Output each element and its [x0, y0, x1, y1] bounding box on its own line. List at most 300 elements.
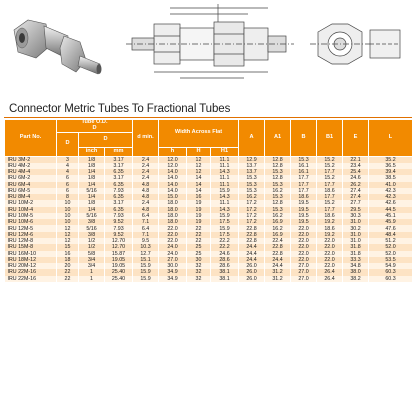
cell-inch: 5/16 — [79, 213, 105, 219]
cell-part-no: IRU 12M-6 — [5, 232, 57, 238]
cell-l: 42.6 — [369, 200, 413, 206]
cell-d-min: 7.1 — [133, 232, 159, 238]
cell-h-small: 34.9 — [159, 269, 187, 275]
cell-h-large: 12 — [187, 169, 211, 175]
cell-part-no: IRU 12M-8 — [5, 238, 57, 244]
cell-part-no: IRU 20M-12 — [5, 263, 57, 269]
cell-tube-od-d: 12 — [57, 225, 79, 231]
cell-part-no: IRU 6M-2 — [5, 175, 57, 181]
cell-l: 54.9 — [369, 263, 413, 269]
cell-l: 35.2 — [369, 156, 413, 163]
cell-h-large: 32 — [187, 276, 211, 282]
cell-a1: 12.8 — [265, 156, 291, 163]
cell-inch: 1/2 — [79, 244, 105, 250]
cell-a: 22.8 — [239, 225, 265, 231]
cell-h1: 15.9 — [211, 213, 239, 219]
cell-h1: 11.1 — [211, 163, 239, 169]
cell-e: 23.4 — [343, 163, 369, 169]
cell-inch: 5/16 — [79, 225, 105, 231]
cell-h-small: 12.0 — [159, 156, 187, 163]
cell-h-small: 30.0 — [159, 263, 187, 269]
cell-l: 52.0 — [369, 244, 413, 250]
cell-e: 25.4 — [343, 169, 369, 175]
cell-h1: 11.1 — [211, 156, 239, 163]
cell-e: 31.8 — [343, 251, 369, 257]
cell-part-no: IRU 12M-5 — [5, 225, 57, 231]
cell-d-min: 12.7 — [133, 251, 159, 257]
cell-a: 15.3 — [239, 175, 265, 181]
cell-mm: 19.05 — [105, 263, 133, 269]
cell-e: 31.8 — [343, 244, 369, 250]
cell-mm: 3.17 — [105, 163, 133, 169]
cell-l: 44.5 — [369, 207, 413, 213]
cell-part-no: IRU 3M-2 — [5, 156, 57, 163]
header-b: B — [291, 120, 317, 157]
cell-b: 19.5 — [291, 213, 317, 219]
cell-a: 26.0 — [239, 263, 265, 269]
header-d-min: d min. — [133, 120, 159, 157]
cell-d-min: 15.1 — [133, 257, 159, 263]
cell-a: 12.9 — [239, 156, 265, 163]
cell-d-min: 4.8 — [133, 182, 159, 188]
cell-d-min: 4.8 — [133, 194, 159, 200]
cell-a1: 16.9 — [265, 232, 291, 238]
cell-b: 15.3 — [291, 156, 317, 163]
product-illustration — [0, 0, 416, 84]
cell-b1: 15.2 — [317, 200, 343, 206]
cell-e: 27.4 — [343, 194, 369, 200]
cell-l: 42.3 — [369, 188, 413, 194]
cell-part-no: IRU 10M-4 — [5, 207, 57, 213]
header-inch: inch — [79, 147, 105, 156]
header-tube-od — [57, 120, 133, 133]
cell-h-large: 32 — [187, 269, 211, 275]
spec-table-body — [5, 156, 413, 282]
cell-b1: 18.6 — [317, 213, 343, 219]
cell-mm: 7.93 — [105, 188, 133, 194]
spec-table-container — [4, 119, 412, 282]
header-h1: H1 — [211, 147, 239, 156]
header-a1: A1 — [265, 120, 291, 157]
cell-a: 26.0 — [239, 269, 265, 275]
cell-b: 27.0 — [291, 269, 317, 275]
cell-part-no: IRU 8M-4 — [5, 194, 57, 200]
cell-mm: 6.35 — [105, 194, 133, 200]
cell-h-large: 19 — [187, 200, 211, 206]
cell-d-min: 6.4 — [133, 225, 159, 231]
header-h-small: h — [159, 147, 187, 156]
cell-a1: 15.3 — [265, 182, 291, 188]
cell-e: 24.6 — [343, 175, 369, 181]
title-divider — [4, 117, 412, 118]
cell-tube-od-d: 16 — [57, 251, 79, 257]
cell-part-no: IRU 22M-16 — [5, 276, 57, 282]
cell-b1: 22.0 — [317, 263, 343, 269]
cell-mm: 12.70 — [105, 244, 133, 250]
cell-a1: 22.4 — [265, 238, 291, 244]
spec-table — [4, 119, 413, 282]
cell-b1: 17.7 — [317, 194, 343, 200]
cell-b: 22.0 — [291, 244, 317, 250]
cell-h-large: 19 — [187, 219, 211, 225]
cell-mm: 7.93 — [105, 213, 133, 219]
cell-l: 41.0 — [369, 182, 413, 188]
cell-b1: 15.2 — [317, 156, 343, 163]
cell-e: 26.2 — [343, 182, 369, 188]
cell-b1: 22.0 — [317, 238, 343, 244]
cell-e: 31.0 — [343, 219, 369, 225]
cell-e: 22.1 — [343, 156, 369, 163]
cell-h1: 14.3 — [211, 169, 239, 175]
cell-h1: 24.6 — [211, 251, 239, 257]
cell-mm: 6.35 — [105, 182, 133, 188]
cell-mm: 25.40 — [105, 276, 133, 282]
cell-b: 16.1 — [291, 169, 317, 175]
header-part-no: Part No. — [5, 120, 57, 157]
cell-a1: 16.2 — [265, 188, 291, 194]
cell-a: 24.4 — [239, 244, 265, 250]
cell-e: 29.5 — [343, 207, 369, 213]
cell-part-no: IRU 4M-4 — [5, 169, 57, 175]
cell-b: 22.0 — [291, 251, 317, 257]
cell-h-small: 14.0 — [159, 175, 187, 181]
cell-tube-od-d: 22 — [57, 276, 79, 282]
cell-e: 31.0 — [343, 238, 369, 244]
cell-b: 22.0 — [291, 232, 317, 238]
cell-d-min: 9.5 — [133, 238, 159, 244]
cell-part-no: IRU 6M-4 — [5, 182, 57, 188]
cell-b: 19.5 — [291, 219, 317, 225]
cell-h-small: 18.0 — [159, 207, 187, 213]
cell-h1: 28.6 — [211, 257, 239, 263]
header-e: E — [343, 120, 369, 157]
cell-h1: 22.2 — [211, 238, 239, 244]
cell-d-min: 15.9 — [133, 276, 159, 282]
cell-b1: 22.0 — [317, 251, 343, 257]
cell-inch: 1 — [79, 269, 105, 275]
cell-l: 52.0 — [369, 251, 413, 257]
cell-h-small: 22.0 — [159, 238, 187, 244]
cell-h-large: 14 — [187, 175, 211, 181]
cell-tube-od-d: 10 — [57, 213, 79, 219]
cell-b: 17.7 — [291, 182, 317, 188]
cell-h-small: 14.0 — [159, 182, 187, 188]
cell-mm: 6.35 — [105, 169, 133, 175]
cell-d-min: 2.4 — [133, 156, 159, 163]
cell-h-small: 27.0 — [159, 257, 187, 263]
cell-h-small: 24.0 — [159, 244, 187, 250]
cell-inch: 3/8 — [79, 232, 105, 238]
cell-h-large: 30 — [187, 257, 211, 263]
cell-part-no: IRU 10M-2 — [5, 200, 57, 206]
cell-h-small: 22.0 — [159, 225, 187, 231]
cell-inch: 1/8 — [79, 200, 105, 206]
cell-l: 38.5 — [369, 175, 413, 181]
cell-a1: 15.3 — [265, 169, 291, 175]
cell-a1: 15.3 — [265, 207, 291, 213]
cell-a: 17.2 — [239, 207, 265, 213]
cell-a: 17.2 — [239, 219, 265, 225]
cell-h-large: 25 — [187, 251, 211, 257]
cell-tube-od-d: 8 — [57, 194, 79, 200]
cell-h1: 15.9 — [211, 188, 239, 194]
cell-part-no: IRU 18M-12 — [5, 257, 57, 263]
header-d-fractional: D — [79, 132, 133, 147]
cell-l: 45.9 — [369, 219, 413, 225]
header-l: L — [369, 120, 413, 157]
cell-l: 39.4 — [369, 169, 413, 175]
cell-h-small: 18.0 — [159, 219, 187, 225]
cell-b: 22.0 — [291, 225, 317, 231]
header-tube-od-label: Tube O.D. — [81, 119, 108, 125]
cell-h1: 14.3 — [211, 194, 239, 200]
cell-a: 15.3 — [239, 182, 265, 188]
cell-d-min: 15.9 — [133, 263, 159, 269]
cell-l: 36.5 — [369, 163, 413, 169]
cell-a1: 12.8 — [265, 163, 291, 169]
cell-h1: 11.1 — [211, 175, 239, 181]
cell-d-min: 2.4 — [133, 200, 159, 206]
cell-a: 13.7 — [239, 163, 265, 169]
cell-e: 34.8 — [343, 263, 369, 269]
cell-e: 27.4 — [343, 188, 369, 194]
cell-b1: 18.6 — [317, 188, 343, 194]
cell-tube-od-d: 10 — [57, 219, 79, 225]
cell-mm: 15.87 — [105, 251, 133, 257]
cell-d-min: 2.4 — [133, 175, 159, 181]
cell-mm: 9.52 — [105, 219, 133, 225]
cell-l: 42.3 — [369, 194, 413, 200]
cell-h1: 28.6 — [211, 263, 239, 269]
header-a: A — [239, 120, 265, 157]
cell-a1: 22.8 — [265, 251, 291, 257]
cell-mm: 12.70 — [105, 238, 133, 244]
cell-tube-od-d: 3 — [57, 156, 79, 163]
cell-h1: 11.1 — [211, 182, 239, 188]
header-mm: mm — [105, 147, 133, 156]
cell-d-min: 15.9 — [133, 269, 159, 275]
cell-h-large: 12 — [187, 156, 211, 163]
cell-b1: 26.4 — [317, 276, 343, 282]
cell-tube-od-d: 4 — [57, 163, 79, 169]
header-width-across-flat: Width Across Flat — [159, 120, 239, 148]
cell-l: 51.2 — [369, 238, 413, 244]
cell-e: 27.7 — [343, 200, 369, 206]
cell-inch: 1/4 — [79, 194, 105, 200]
fitting-photo-icon — [6, 2, 106, 82]
cell-a1: 16.2 — [265, 213, 291, 219]
cell-a1: 24.4 — [265, 263, 291, 269]
cell-b1: 17.7 — [317, 169, 343, 175]
cell-h-small: 18.0 — [159, 200, 187, 206]
cell-tube-od-d: 15 — [57, 244, 79, 250]
cell-a1: 22.8 — [265, 244, 291, 250]
cell-d-min: 7.1 — [133, 219, 159, 225]
cell-h-small: 14.0 — [159, 169, 187, 175]
cell-h-small: 22.0 — [159, 232, 187, 238]
cell-inch: 1 — [79, 276, 105, 282]
cell-h-large: 14 — [187, 188, 211, 194]
cell-inch: 3/8 — [79, 219, 105, 225]
cell-inch: 5/16 — [79, 188, 105, 194]
cell-inch: 1/4 — [79, 182, 105, 188]
cell-inch: 5/8 — [79, 251, 105, 257]
cell-b1: 22.0 — [317, 244, 343, 250]
cell-a: 13.7 — [239, 169, 265, 175]
cell-h1: 14.3 — [211, 207, 239, 213]
cell-inch: 1/2 — [79, 238, 105, 244]
cell-h1: 38.1 — [211, 276, 239, 282]
cell-b1: 22.0 — [317, 257, 343, 263]
cell-a1: 16.2 — [265, 225, 291, 231]
cell-d-min: 4.8 — [133, 207, 159, 213]
cell-tube-od-d: 6 — [57, 188, 79, 194]
cell-b1: 17.7 — [317, 182, 343, 188]
cell-a: 16.2 — [239, 194, 265, 200]
cell-h-large: 12 — [187, 163, 211, 169]
cell-tube-od-d: 20 — [57, 263, 79, 269]
cell-h-large: 22 — [187, 238, 211, 244]
cell-b1: 15.2 — [317, 175, 343, 181]
cell-e: 30.2 — [343, 225, 369, 231]
cell-e: 30.3 — [343, 213, 369, 219]
header-b1: B1 — [317, 120, 343, 157]
cell-inch: 3/4 — [79, 263, 105, 269]
cell-e: 38.2 — [343, 276, 369, 282]
cell-h-large: 16 — [187, 194, 211, 200]
cell-a: 22.8 — [239, 238, 265, 244]
cell-mm: 3.17 — [105, 200, 133, 206]
header-d-upper: D — [92, 124, 97, 131]
cell-d-min: 6.4 — [133, 213, 159, 219]
cell-h1: 15.9 — [211, 225, 239, 231]
cell-part-no: IRU 10M-6 — [5, 219, 57, 225]
cell-d-min: 10.3 — [133, 244, 159, 250]
cell-l: 47.6 — [369, 225, 413, 231]
cell-part-no: IRU 6M-5 — [5, 188, 57, 194]
cell-part-no: IRU 10M-5 — [5, 213, 57, 219]
cell-tube-od-d: 12 — [57, 232, 79, 238]
cell-tube-od-d: 6 — [57, 175, 79, 181]
cell-a: 22.8 — [239, 232, 265, 238]
cell-a1: 31.2 — [265, 269, 291, 275]
cell-a1: 12.8 — [265, 175, 291, 181]
cell-l: 60.3 — [369, 269, 413, 275]
cell-h-small: 14.0 — [159, 188, 187, 194]
cell-h-small: 18.0 — [159, 213, 187, 219]
cell-tube-od-d: 22 — [57, 269, 79, 275]
cell-a1: 24.4 — [265, 257, 291, 263]
cell-h1: 17.5 — [211, 219, 239, 225]
cell-h-large: 32 — [187, 263, 211, 269]
cell-mm: 3.17 — [105, 175, 133, 181]
cell-b: 19.5 — [291, 207, 317, 213]
cell-b1: 26.4 — [317, 269, 343, 275]
cell-mm: 6.35 — [105, 207, 133, 213]
cell-b1: 19.2 — [317, 232, 343, 238]
cell-l: 53.5 — [369, 257, 413, 263]
cell-a: 24.4 — [239, 257, 265, 263]
cell-h-large: 19 — [187, 207, 211, 213]
cell-b: 17.7 — [291, 188, 317, 194]
cell-a: 17.2 — [239, 200, 265, 206]
cell-inch: 1/8 — [79, 175, 105, 181]
cell-h-small: 12.0 — [159, 163, 187, 169]
cell-l: 45.1 — [369, 213, 413, 219]
cell-e: 31.0 — [343, 232, 369, 238]
cell-tube-od-d: 6 — [57, 182, 79, 188]
page-title: Connector Metric Tubes To Fractional Tubes — [9, 103, 231, 115]
cell-a: 15.3 — [239, 188, 265, 194]
header-h-large: H — [187, 147, 211, 156]
cell-h-small: 24.0 — [159, 251, 187, 257]
cell-inch: 1/4 — [79, 207, 105, 213]
cell-h-large: 14 — [187, 182, 211, 188]
cell-mm: 3.17 — [105, 156, 133, 163]
header-d-metric: D — [57, 132, 79, 156]
cell-e: 33.3 — [343, 257, 369, 263]
cell-h1: 17.5 — [211, 232, 239, 238]
cell-b: 27.0 — [291, 276, 317, 282]
cell-b: 17.7 — [291, 175, 317, 181]
cell-e: 38.0 — [343, 269, 369, 275]
cell-b: 27.0 — [291, 263, 317, 269]
cell-b: 18.6 — [291, 194, 317, 200]
cell-tube-od-d: 4 — [57, 169, 79, 175]
table-row — [5, 276, 413, 282]
cell-d-min: 2.4 — [133, 163, 159, 169]
cell-a1: 15.3 — [265, 194, 291, 200]
cell-inch: 3/4 — [79, 257, 105, 263]
cell-tube-od-d: 10 — [57, 200, 79, 206]
cell-mm: 7.93 — [105, 225, 133, 231]
cell-b: 22.0 — [291, 238, 317, 244]
cell-inch: 1/8 — [79, 163, 105, 169]
cell-h1: 11.1 — [211, 200, 239, 206]
cell-part-no: IRU 15M-8 — [5, 244, 57, 250]
cell-h-large: 19 — [187, 213, 211, 219]
cell-d-min: 4.8 — [133, 188, 159, 194]
cell-part-no: IRU 22M-16 — [5, 269, 57, 275]
cell-b: 16.1 — [291, 163, 317, 169]
cell-inch: 1/4 — [79, 169, 105, 175]
cell-b1: 18.6 — [317, 225, 343, 231]
cell-b1: 17.7 — [317, 207, 343, 213]
cell-h1: 38.1 — [211, 269, 239, 275]
cell-h-small: 34.9 — [159, 276, 187, 282]
cell-h1: 22.2 — [211, 244, 239, 250]
cell-a: 17.2 — [239, 213, 265, 219]
cell-tube-od-d: 12 — [57, 238, 79, 244]
cell-a: 26.0 — [239, 276, 265, 282]
cell-inch: 1/8 — [79, 156, 105, 163]
cell-h-large: 22 — [187, 225, 211, 231]
technical-drawing-icon — [118, 2, 410, 82]
cell-part-no: IRU 16M-10 — [5, 251, 57, 257]
cell-b1: 19.2 — [317, 219, 343, 225]
cell-mm: 19.05 — [105, 257, 133, 263]
cell-l: 48.4 — [369, 232, 413, 238]
cell-h-small: 15.0 — [159, 194, 187, 200]
cell-mm: 25.40 — [105, 269, 133, 275]
cell-b: 19.5 — [291, 200, 317, 206]
cell-mm: 9.52 — [105, 232, 133, 238]
cell-b: 22.0 — [291, 257, 317, 263]
cell-h-large: 22 — [187, 232, 211, 238]
cell-a1: 16.9 — [265, 219, 291, 225]
cell-a1: 31.2 — [265, 276, 291, 282]
cell-tube-od-d: 18 — [57, 257, 79, 263]
